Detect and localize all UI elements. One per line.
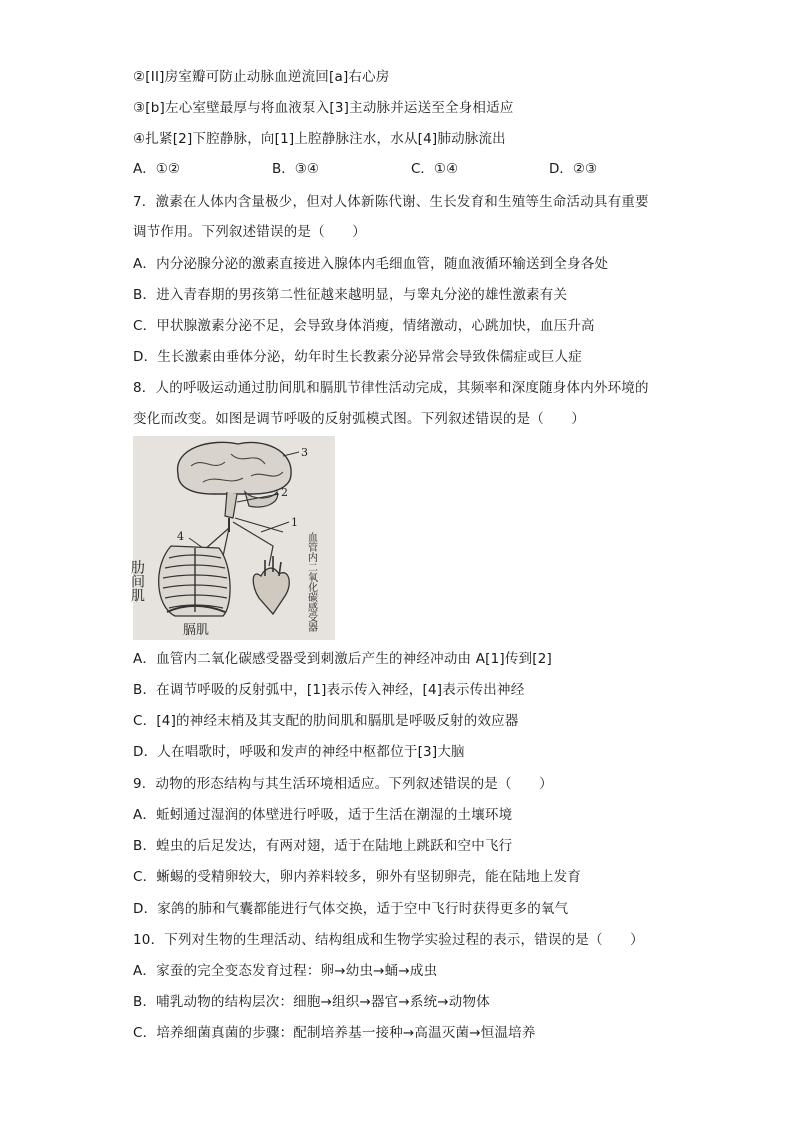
q6-choices: [133, 160, 653, 180]
label-2: 2: [281, 486, 288, 499]
label-4: 4: [177, 530, 184, 543]
q7-option-c: C．甲状腺激素分泌不足，会导致身体消瘦，情绪激动，心跳加快，血压升高: [133, 318, 595, 334]
q10-option-a: A．家蚕的完全变态发育过程：卵→幼虫→蛹→成虫: [133, 963, 438, 979]
label-3: 3: [301, 446, 308, 459]
heart: [253, 556, 289, 614]
q8-option-a: A．血管内二氧化碳感受器受到刺激后产生的神经冲动由 A[1]传到[2]: [133, 651, 553, 667]
q9-stem: 9．动物的形态结构与其生活环境相适应。下列叙述错误的是（ ）: [133, 776, 553, 792]
q6-choice-d: D．②③: [549, 161, 598, 177]
q7-option-a: A．内分泌腺分泌的激素直接进入腺体内毛细血管，随血液循环输送到全身各处: [133, 256, 609, 272]
q9-option-d: D．家鸽的肺和气囊都能进行气体交换，适于空中飞行时获得更多的氧气: [133, 901, 569, 917]
q6-statement-3: ③[b]左心室壁最厚与将血液泵入[3]主动脉并运送至全身相适应: [133, 100, 514, 116]
q8-option-d: D．人在唱歌时，呼吸和发声的神经中枢都位于[3]大脑: [133, 744, 465, 760]
q8-stem-line2: 变化而改变。如图是调节呼吸的反射弧模式图。下列叙述错误的是（ ）: [133, 411, 586, 427]
q9-option-a: A．蚯蚓通过湿润的体壁进行呼吸，适于生活在潮湿的土壤环境: [133, 807, 513, 823]
q6-statement-4: ④扎紧[2]下腔静脉，向[1]上腔静脉注水，水从[4]肺动脉流出: [133, 131, 506, 147]
reflex-arc-figure: [129, 436, 335, 640]
pointer-line-3: [283, 452, 299, 456]
q7-stem-line2: 调节作用。下列叙述错误的是（ ）: [133, 224, 366, 240]
q6-choice-c: C．①④: [411, 161, 459, 177]
q9-option-c: C．蜥蜴的受精卵较大，卵内养料较多，卵外有坚韧卵壳，能在陆地上发育: [133, 869, 582, 885]
brain-shape: [178, 442, 292, 494]
q7-option-d: D．生长激素由垂体分泌，幼年时生长教素分泌异常会导致侏儒症或巨人症: [133, 349, 582, 365]
q6-statement-2: ②[II]房室瓣可防止动脉血逆流回[a]右心房: [133, 69, 390, 85]
q7-option-b: B．进入青春期的男孩第二性征越来越明显，与睾丸分泌的雄性激素有关: [133, 287, 568, 303]
q8-option-c: C．[4]的神经末梢及其支配的肋间肌和膈肌是呼吸反射的效应器: [133, 713, 519, 729]
label-co2-receptor: 血管内二氧化碳感受器: [305, 532, 317, 632]
label-intercostal-muscle: 肋间肌: [129, 560, 145, 602]
q8-option-b: B．在调节呼吸的反射弧中，[1]表示传入神经，[4]表示传出神经: [133, 682, 525, 698]
afferent-nerve: [233, 522, 273, 566]
q6-choice-a: A．①②: [133, 161, 180, 177]
q7-stem-line1: 7．激素在人体内含量极少，但对人体新陈代谢、生长发育和生殖等生命活动具有重要: [133, 194, 649, 210]
brainstem-shape: [225, 492, 237, 518]
label-1: 1: [291, 516, 298, 529]
afferent-nerve-2: [235, 518, 283, 532]
q10-option-b: B．哺乳动物的结构层次：细胞→组织→器官→系统→动物体: [133, 994, 490, 1010]
label-diaphragm: 膈肌: [183, 623, 210, 638]
q6-choice-b: B．③④: [272, 161, 319, 177]
q10-option-c: C．培养细菌真菌的步骤：配制培养基一接种→高温灭菌→恒温培养: [133, 1025, 536, 1041]
reflex-arc-diagram: [129, 436, 335, 640]
q8-stem-line1: 8．人的呼吸运动通过肋间肌和膈肌节律性活动完成，其频率和深度随身体内外环境的: [133, 380, 649, 396]
q10-stem: 10．下列对生物的生理活动、结构组成和生物学实验过程的表示，错误的是（ ）: [133, 932, 644, 948]
q9-option-b: B．蝗虫的后足发达，有两对翅，适于在陆地上跳跃和空中飞行: [133, 838, 513, 854]
